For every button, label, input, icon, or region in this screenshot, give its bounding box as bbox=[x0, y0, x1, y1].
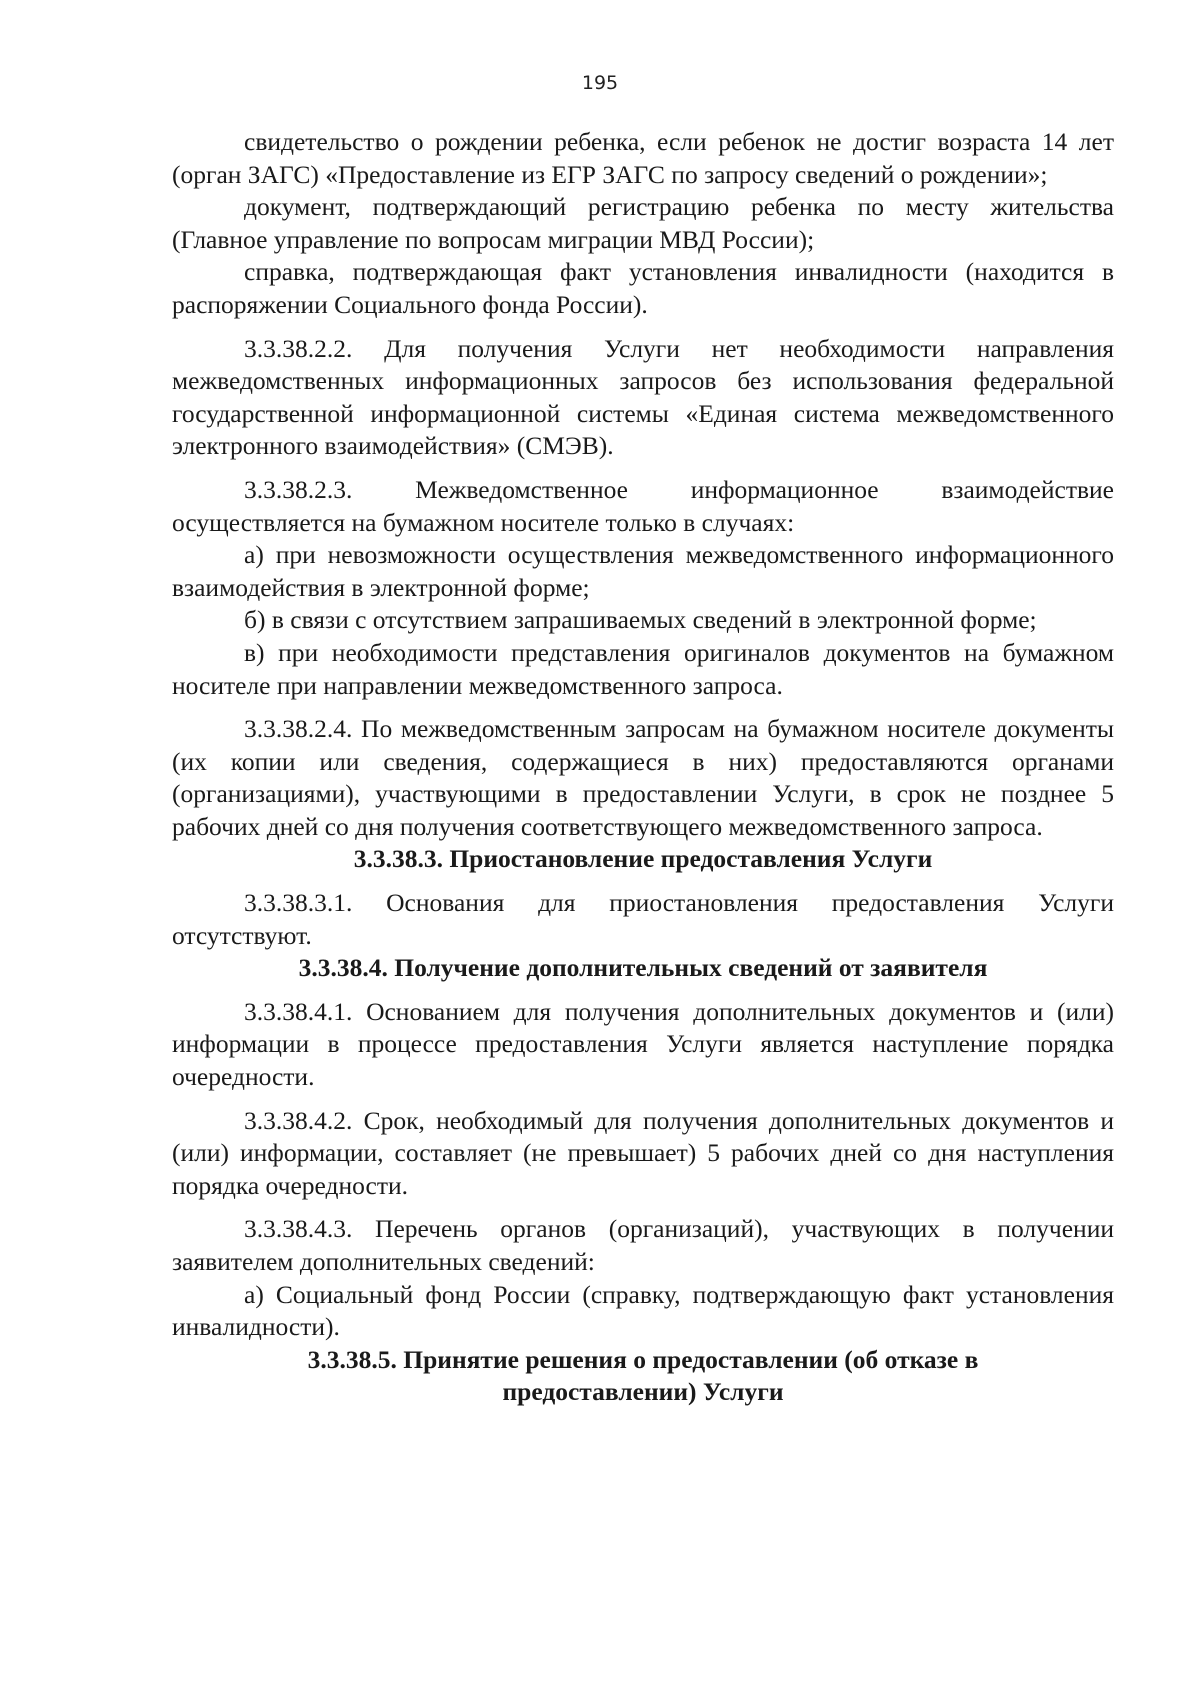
page-number: 195 bbox=[581, 72, 619, 94]
paragraph-registration-document: документ, подтверждающий регистрацию ребенка по месту жительства (Главное управление по вопросам миграции МВД России); bbox=[172, 192, 1114, 254]
paragraph-3-3-38-4-1: 3.3.38.4.1. Основанием для получения дополнительных документов и (или) информации в процессе предоставления Услуги является наступление порядка очередности. bbox=[172, 996, 1114, 1092]
section-heading-3-3-38-5: 3.3.38.5. Принятие решения о предоставлении (об отказе в предоставлении) Услуги bbox=[307, 1344, 979, 1407]
case-item-a: а) при невозможности осуществления межведомственного информационного взаимодействия в электронной форме; bbox=[172, 540, 1114, 602]
paragraph-birth-certificate: свидетельство о рождении ребенка, если ребенок не достиг возраста 14 лет (орган ЗАГС) «Предоставление из ЕГР ЗАГС по запросу сведений о рождении»; bbox=[172, 127, 1114, 189]
paragraph-3-3-38-4-2: 3.3.38.4.2. Срок, необходимый для получения дополнительных документов и (или) информации, составляет (не превышает) 5 рабочих дней со дня наступления порядка очередности. bbox=[172, 1105, 1114, 1200]
case-item-b: б) в связи с отсутствием запрашиваемых сведений в электронной форме; bbox=[244, 605, 1037, 635]
paragraph-3-3-38-2-3: 3.3.38.2.3. Межведомственное информационное взаимодействие осуществляется на бумажном носителе только в случаях: bbox=[172, 474, 1114, 537]
case-item-c: в) при необходимости представления оригиналов документов на бумажном носителе при направлении межведомственного запроса. bbox=[172, 637, 1114, 700]
paragraph-3-3-38-4-3-a: а) Социальный фонд России (справку, подтверждающую факт установления инвалидности). bbox=[172, 1279, 1114, 1342]
paragraph-3-3-38-3-1: 3.3.38.3.1. Основания для приостановления предоставления Услуги отсутствуют. bbox=[172, 888, 1114, 950]
paragraph-3-3-38-4-3: 3.3.38.4.3. Перечень органов (организаций), участвующих в получении заявителем дополнительных сведений: bbox=[172, 1214, 1114, 1276]
document-body bbox=[172, 126, 1114, 1409]
section-heading-3-3-38-3: 3.3.38.3. Приостановление предоставления Услуги bbox=[353, 844, 933, 874]
paragraph-3-3-38-2-4: 3.3.38.2.4. По межведомственным запросам на бумажном носителе документы (их копии или сведения, содержащиеся в них) предоставляются органами (организациями), участвующими в предоставлении Услуги, в срок не позднее 5 рабочих дней со дня получения соответствующего межведомственного запроса. bbox=[172, 714, 1114, 841]
paragraph-3-3-38-2-2: 3.3.38.2.2. Для получения Услуги нет необходимости направления межведомственных информационных запросов без использования федеральной государственной информационной системы «Единая система межведомственного электронного взаимодействия» (СМЭВ). bbox=[172, 333, 1114, 461]
paragraph-disability-certificate: справка, подтверждающая факт установления инвалидности (находится в распоряжении Социального фонда России). bbox=[172, 257, 1114, 319]
section-heading-3-3-38-4: 3.3.38.4. Получение дополнительных сведений от заявителя bbox=[298, 953, 988, 983]
